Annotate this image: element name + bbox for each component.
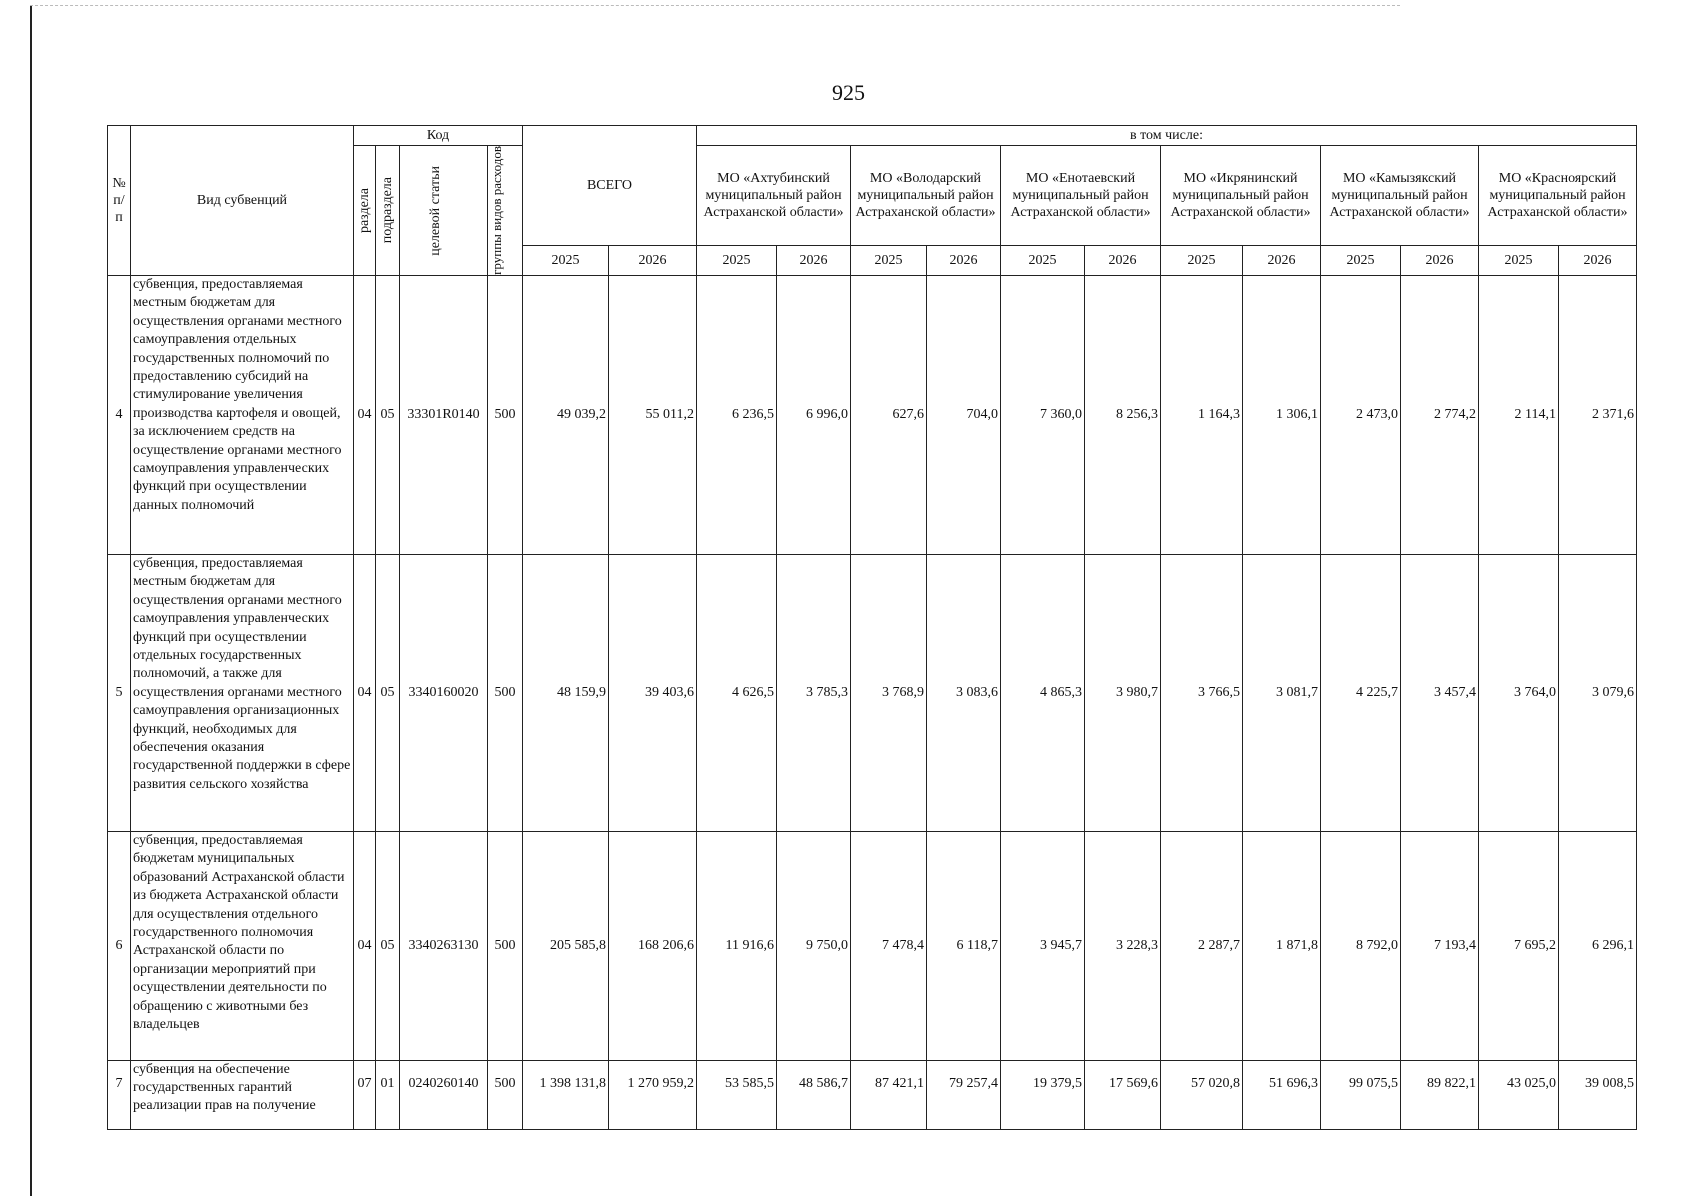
row-statya: 33301R0140 bbox=[400, 275, 488, 554]
row-razdel: 04 bbox=[354, 275, 376, 554]
header-code-podrazdel: подраздела bbox=[376, 146, 400, 276]
year-ikryaninsky-2026: 2026 bbox=[1243, 245, 1321, 275]
row-razdel: 04 bbox=[354, 831, 376, 1060]
row-number: 4 bbox=[108, 275, 131, 554]
value-cell: 3 945,7 bbox=[1001, 831, 1085, 1060]
row-gruppa: 500 bbox=[488, 554, 523, 831]
value-cell: 87 421,1 bbox=[851, 1060, 927, 1129]
value-cell: 48 586,7 bbox=[777, 1060, 851, 1129]
value-cell: 17 569,6 bbox=[1085, 1060, 1161, 1129]
left-binding-rule bbox=[30, 6, 32, 1196]
value-cell: 205 585,8 bbox=[523, 831, 609, 1060]
value-cell: 53 585,5 bbox=[697, 1060, 777, 1129]
row-number: 7 bbox=[108, 1060, 131, 1129]
year-volodarsky-2026: 2026 bbox=[927, 245, 1001, 275]
table-row bbox=[108, 554, 1637, 831]
header-code: Код bbox=[354, 126, 523, 146]
year-enotaevsky-2025: 2025 bbox=[1001, 245, 1085, 275]
header-including: в том числе: bbox=[697, 126, 1637, 146]
value-cell: 7 478,4 bbox=[851, 831, 927, 1060]
value-cell: 4 225,7 bbox=[1321, 554, 1401, 831]
row-description: субвенция, предоставляемая местным бюджетам для осуществления органами местного самоуправления управленческих функций при осуществлении отдельных государственных полномочий, а также для осуществления органами местного самоуправления организационных функций, необходимых для обеспечения оказания государственной поддержки в сфере развития сельского хозяйства bbox=[131, 554, 354, 831]
value-cell: 99 075,5 bbox=[1321, 1060, 1401, 1129]
row-statya: 3340263130 bbox=[400, 831, 488, 1060]
value-cell: 3 083,6 bbox=[927, 554, 1001, 831]
value-cell: 6 296,1 bbox=[1559, 831, 1637, 1060]
value-cell: 1 306,1 bbox=[1243, 275, 1321, 554]
header-code-gruppa: группы видов расходов bbox=[488, 146, 523, 276]
row-statya: 3340160020 bbox=[400, 554, 488, 831]
value-cell: 3 766,5 bbox=[1161, 554, 1243, 831]
year-akhtubinsky-2025: 2025 bbox=[697, 245, 777, 275]
header-total: ВСЕГО bbox=[523, 126, 697, 246]
subventions-table bbox=[107, 125, 1637, 1130]
year-krasnoyarsky-2025: 2025 bbox=[1479, 245, 1559, 275]
value-cell: 3 079,6 bbox=[1559, 554, 1637, 831]
value-cell: 48 159,9 bbox=[523, 554, 609, 831]
value-cell: 43 025,0 bbox=[1479, 1060, 1559, 1129]
row-gruppa: 500 bbox=[488, 275, 523, 554]
value-cell: 6 118,7 bbox=[927, 831, 1001, 1060]
row-number: 6 bbox=[108, 831, 131, 1060]
value-cell: 79 257,4 bbox=[927, 1060, 1001, 1129]
value-cell: 2 287,7 bbox=[1161, 831, 1243, 1060]
value-cell: 627,6 bbox=[851, 275, 927, 554]
value-cell: 4 626,5 bbox=[697, 554, 777, 831]
value-cell: 2 473,0 bbox=[1321, 275, 1401, 554]
value-cell: 168 206,6 bbox=[609, 831, 697, 1060]
value-cell: 3 768,9 bbox=[851, 554, 927, 831]
row-description: субвенция, предоставляемая местным бюджетам для осуществления органами местного самоуправления отдельных государственных полномочий по предоставлению субсидий на стимулирование увеличения производства картофеля и овощей, за исключением средств на осуществление органами местного самоуправления управленческих функций при осуществлении данных полномочий bbox=[131, 275, 354, 554]
year-krasnoyarsky-2026: 2026 bbox=[1559, 245, 1637, 275]
value-cell: 3 228,3 bbox=[1085, 831, 1161, 1060]
year-akhtubinsky-2026: 2026 bbox=[777, 245, 851, 275]
year-ikryaninsky-2025: 2025 bbox=[1161, 245, 1243, 275]
value-cell: 3 785,3 bbox=[777, 554, 851, 831]
row-podrazdel: 05 bbox=[376, 275, 400, 554]
row-podrazdel: 05 bbox=[376, 831, 400, 1060]
value-cell: 1 398 131,8 bbox=[523, 1060, 609, 1129]
value-cell: 49 039,2 bbox=[523, 275, 609, 554]
header-mo-volodarsky: МО «Володарский муниципальный район Астраханской области» bbox=[851, 146, 1001, 246]
value-cell: 3 980,7 bbox=[1085, 554, 1161, 831]
value-cell: 3 457,4 bbox=[1401, 554, 1479, 831]
value-cell: 9 750,0 bbox=[777, 831, 851, 1060]
header-num: № п/п bbox=[108, 126, 131, 276]
value-cell: 7 360,0 bbox=[1001, 275, 1085, 554]
row-statya: 0240260140 bbox=[400, 1060, 488, 1129]
table-row bbox=[108, 275, 1637, 554]
value-cell: 7 695,2 bbox=[1479, 831, 1559, 1060]
year-volodarsky-2025: 2025 bbox=[851, 245, 927, 275]
row-razdel: 04 bbox=[354, 554, 376, 831]
row-number: 5 bbox=[108, 554, 131, 831]
value-cell: 7 193,4 bbox=[1401, 831, 1479, 1060]
row-description: субвенция, предоставляемая бюджетам муниципальных образований Астраханской области из бюджета Астраханской области для осуществления отдельного государственного полномочия Астраханской области по организации мероприятий при осуществлении деятельности по обращению с животными без владельцев bbox=[131, 831, 354, 1060]
value-cell: 89 822,1 bbox=[1401, 1060, 1479, 1129]
year-kamyzyaksky-2025: 2025 bbox=[1321, 245, 1401, 275]
year-kamyzyaksky-2026: 2026 bbox=[1401, 245, 1479, 275]
value-cell: 2 371,6 bbox=[1559, 275, 1637, 554]
header-type: Вид субвенций bbox=[131, 126, 354, 276]
row-gruppa: 500 bbox=[488, 831, 523, 1060]
year-total-2025: 2025 bbox=[523, 245, 609, 275]
row-gruppa: 500 bbox=[488, 1060, 523, 1129]
row-description: субвенция на обеспечение государственных гарантий реализации прав на получение bbox=[131, 1060, 354, 1129]
header-mo-akhtubinsky: МО «Ахтубинский муниципальный район Астраханской области» bbox=[697, 146, 851, 246]
year-enotaevsky-2026: 2026 bbox=[1085, 245, 1161, 275]
header-code-statya: целевой статьи bbox=[400, 146, 488, 276]
header-mo-ikryaninsky: МО «Икрянинский муниципальный район Астраханской области» bbox=[1161, 146, 1321, 246]
value-cell: 3 081,7 bbox=[1243, 554, 1321, 831]
value-cell: 704,0 bbox=[927, 275, 1001, 554]
value-cell: 4 865,3 bbox=[1001, 554, 1085, 831]
year-total-2026: 2026 bbox=[609, 245, 697, 275]
value-cell: 57 020,8 bbox=[1161, 1060, 1243, 1129]
value-cell: 2 774,2 bbox=[1401, 275, 1479, 554]
value-cell: 39 008,5 bbox=[1559, 1060, 1637, 1129]
value-cell: 1 164,3 bbox=[1161, 275, 1243, 554]
value-cell: 6 996,0 bbox=[777, 275, 851, 554]
table-row bbox=[108, 1060, 1637, 1129]
value-cell: 51 696,3 bbox=[1243, 1060, 1321, 1129]
page-number: 925 bbox=[832, 80, 865, 105]
value-cell: 3 764,0 bbox=[1479, 554, 1559, 831]
row-podrazdel: 05 bbox=[376, 554, 400, 831]
value-cell: 8 256,3 bbox=[1085, 275, 1161, 554]
table-row bbox=[108, 831, 1637, 1060]
value-cell: 6 236,5 bbox=[697, 275, 777, 554]
value-cell: 2 114,1 bbox=[1479, 275, 1559, 554]
value-cell: 8 792,0 bbox=[1321, 831, 1401, 1060]
value-cell: 1 270 959,2 bbox=[609, 1060, 697, 1129]
value-cell: 11 916,6 bbox=[697, 831, 777, 1060]
header-mo-krasnoyarsky: МО «Красноярский муниципальный район Астраханской области» bbox=[1479, 146, 1637, 246]
top-scan-rule bbox=[30, 5, 1400, 6]
header-mo-kamyzyaksky: МО «Камызякский муниципальный район Астраханской области» bbox=[1321, 146, 1479, 246]
value-cell: 1 871,8 bbox=[1243, 831, 1321, 1060]
value-cell: 19 379,5 bbox=[1001, 1060, 1085, 1129]
header-mo-enotaevsky: МО «Енотаевский муниципальный район Астраханской области» bbox=[1001, 146, 1161, 246]
row-podrazdel: 01 bbox=[376, 1060, 400, 1129]
header-code-razdel: раздела bbox=[354, 146, 376, 276]
row-razdel: 07 bbox=[354, 1060, 376, 1129]
value-cell: 39 403,6 bbox=[609, 554, 697, 831]
value-cell: 55 011,2 bbox=[609, 275, 697, 554]
